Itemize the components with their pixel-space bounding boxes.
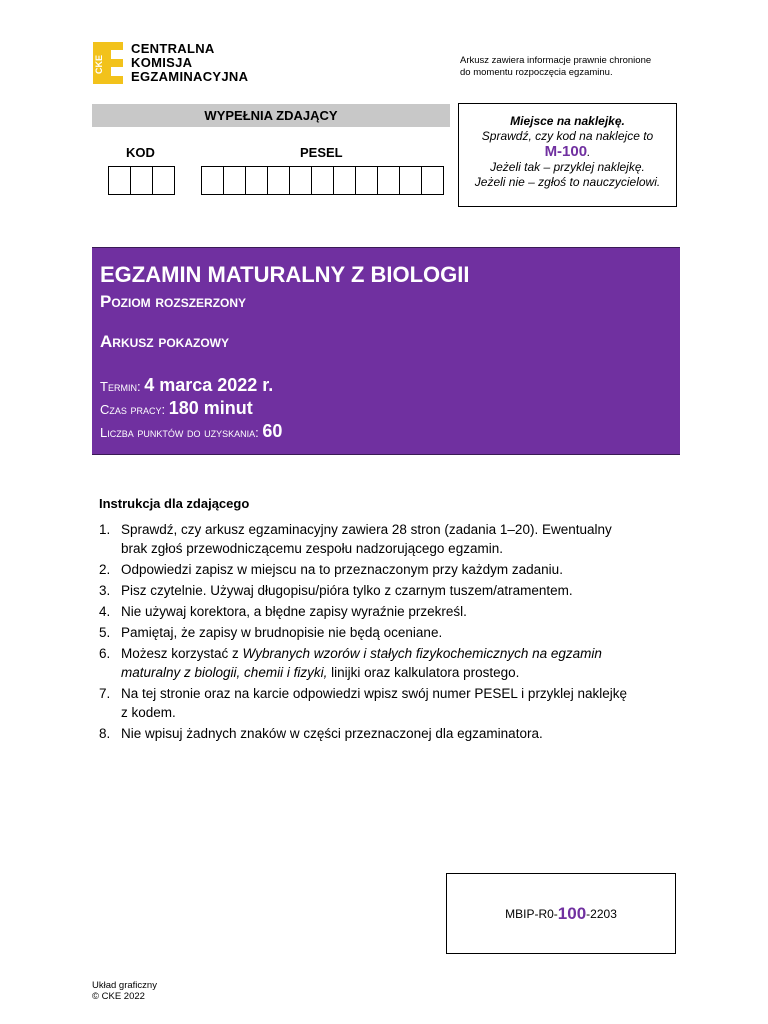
logo-mark-text: CKE bbox=[94, 54, 104, 74]
sticker-code-suffix: . bbox=[587, 145, 591, 159]
time-label: Czas pracy: bbox=[100, 402, 166, 417]
pesel-box[interactable] bbox=[201, 166, 224, 195]
footer bbox=[92, 980, 157, 1002]
pesel-box[interactable] bbox=[245, 166, 268, 195]
legal-notice-line: Arkusz zawiera informacje prawnie chronione bbox=[460, 55, 652, 66]
pesel-box[interactable] bbox=[289, 166, 312, 195]
sticker-code-line bbox=[459, 144, 676, 160]
instruction-number: 5. bbox=[99, 625, 111, 640]
instruction-text: Sprawdź, czy arkusz egzaminacyjny zawiera 28 stron (zadania 1–20). Ewentualny bbox=[121, 522, 612, 537]
pesel-label: PESEL bbox=[300, 145, 343, 160]
exam-sheet-type: Arkusz pokazowy bbox=[100, 332, 229, 351]
sheet-code-box bbox=[446, 873, 676, 954]
logo-line: CENTRALNA bbox=[131, 41, 215, 56]
instruction-number: 4. bbox=[99, 604, 111, 619]
exam-term bbox=[100, 375, 273, 396]
legal-notice bbox=[460, 55, 690, 79]
term-value: 4 marca 2022 r. bbox=[144, 375, 274, 395]
instructions-list bbox=[99, 520, 659, 745]
sticker-code: M-100 bbox=[544, 143, 588, 160]
instruction-text: brak zgłoś przewodniczącemu zespołu nadzorującego egzamin. bbox=[121, 541, 503, 556]
sticker-title: Miejsce na naklejkę. bbox=[510, 114, 625, 128]
pesel-box[interactable] bbox=[311, 166, 334, 195]
formula-booklet-title: Wybranych wzorów i stałych fizykochemicznych na egzamin bbox=[242, 646, 602, 661]
pesel-box[interactable] bbox=[377, 166, 400, 195]
instruction-item bbox=[99, 581, 659, 600]
instruction-text: z kodem. bbox=[121, 705, 176, 720]
instruction-text: Na tej stronie oraz na karcie odpowiedzi wpisz swój numer PESEL i przyklej naklejkę bbox=[121, 686, 627, 701]
sticker-line: Sprawdź, czy kod na naklejce to bbox=[481, 129, 654, 143]
instruction-item bbox=[99, 560, 659, 579]
kod-box[interactable] bbox=[108, 166, 131, 195]
instruction-number: 6. bbox=[99, 646, 111, 661]
pesel-boxes[interactable] bbox=[202, 166, 444, 195]
instruction-item bbox=[99, 623, 659, 642]
kod-boxes[interactable] bbox=[109, 166, 175, 195]
instruction-text: Nie używaj korektora, a błędne zapisy wyraźnie przekreśl. bbox=[121, 604, 467, 619]
time-value: 180 minut bbox=[168, 398, 253, 418]
instructions-title: Instrukcja dla zdającego bbox=[99, 496, 250, 511]
logo-line: EGZAMINACYJNA bbox=[131, 69, 249, 84]
pesel-box[interactable] bbox=[333, 166, 356, 195]
instruction-item bbox=[99, 520, 659, 558]
footer-line: Układ graficzny bbox=[92, 980, 157, 991]
sheet-code-variant: 100 bbox=[557, 903, 587, 923]
exam-level: Poziom rozszerzony bbox=[100, 292, 247, 311]
instruction-number: 1. bbox=[99, 522, 111, 537]
instruction-text: Odpowiedzi zapisz w miejscu na to przeznaczonym przy każdym zadaniu. bbox=[121, 562, 563, 577]
instruction-text: Możesz korzystać z Wybranych wzorów i stałych fizykochemicznych na egzamin bbox=[121, 646, 602, 661]
sticker-area bbox=[458, 103, 677, 207]
points-value: 60 bbox=[262, 421, 283, 441]
sheet-code-prefix: MBIP-R0- bbox=[505, 906, 558, 921]
candidate-fill-header: WYPEŁNIA ZDAJĄCY bbox=[92, 104, 450, 127]
exam-title: EGZAMIN MATURALNY Z BIOLOGII bbox=[100, 262, 470, 287]
instruction-number: 2. bbox=[99, 562, 111, 577]
footer-copyright: © CKE 2022 bbox=[92, 991, 145, 1002]
instruction-text: maturalny z biologii, chemii i fizyki, linijki oraz kalkulatora prostego. bbox=[121, 665, 520, 680]
instruction-text: Pamiętaj, że zapisy w brudnopisie nie będą oceniane. bbox=[121, 625, 443, 640]
logo-line: KOMISJA bbox=[131, 55, 193, 70]
term-label: Termin: bbox=[100, 379, 141, 394]
logo-wordmark bbox=[131, 42, 248, 84]
sticker-line: Jeżeli nie – zgłoś to nauczycielowi. bbox=[474, 175, 661, 189]
pesel-box[interactable] bbox=[399, 166, 422, 195]
instruction-number: 3. bbox=[99, 583, 111, 598]
pesel-box[interactable] bbox=[267, 166, 290, 195]
instruction-item bbox=[99, 724, 659, 743]
instruction-item bbox=[99, 684, 659, 722]
exam-points bbox=[100, 421, 282, 442]
sheet-code-suffix: -2203 bbox=[586, 906, 617, 921]
points-label: Liczba punktów do uzyskania: bbox=[100, 425, 259, 440]
formula-booklet-title: maturalny z biologii, chemii i fizyki, bbox=[121, 665, 328, 680]
cke-logo bbox=[93, 42, 293, 88]
pesel-box[interactable] bbox=[421, 166, 444, 195]
instruction-item bbox=[99, 602, 659, 621]
pesel-box[interactable] bbox=[355, 166, 378, 195]
instruction-text: Nie wpisuj żadnych znaków w części przeznaczonej dla egzaminatora. bbox=[121, 726, 543, 741]
exam-banner bbox=[92, 247, 680, 455]
pesel-box[interactable] bbox=[223, 166, 246, 195]
kod-box[interactable] bbox=[130, 166, 153, 195]
cke-logo-mark bbox=[93, 42, 123, 84]
instruction-number: 8. bbox=[99, 726, 111, 741]
instruction-number: 7. bbox=[99, 686, 111, 701]
instruction-item bbox=[99, 644, 659, 682]
sticker-line: Jeżeli tak – przyklej naklejkę. bbox=[490, 160, 645, 174]
instruction-text: Pisz czytelnie. Używaj długopisu/pióra tylko z czarnym tuszem/atramentem. bbox=[121, 583, 573, 598]
kod-box[interactable] bbox=[152, 166, 175, 195]
kod-label: KOD bbox=[126, 145, 155, 160]
legal-notice-line: do momentu rozpoczęcia egzaminu. bbox=[460, 67, 613, 78]
exam-duration bbox=[100, 398, 253, 419]
